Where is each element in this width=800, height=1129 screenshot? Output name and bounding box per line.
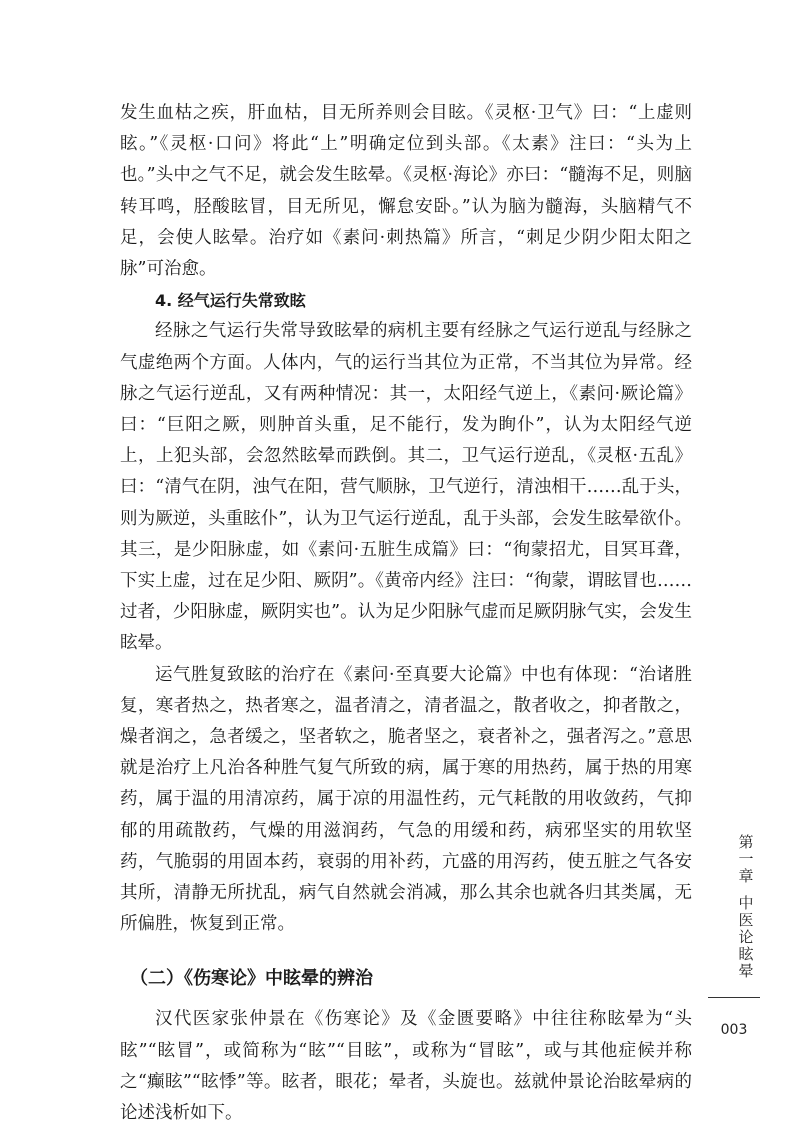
sidebar-divider — [708, 997, 760, 998]
chapter-number: 第一章 — [736, 834, 755, 885]
paragraph-4: 汉代医家张仲景在《伤寒论》及《金匮要略》中往往称眩晕为“头眩”“眩冒”，或简称为“眩”“目眩”，或称为“冒眩”，或与其他症候并称之“癫眩”“眩悸”等。眩者，眼花；晕者，头旋也。兹就仲景论治眩晕病的论述浅析如下。 — [120, 1009, 692, 1124]
paragraph-1: 发生血枯之疾，肝血枯，目无所养则会目眩。《灵枢·卫气》曰：“上虚则眩。”《灵枢·口问》将此“上”明确定位到头部。《太素》注曰：“头为上也。”头中之气不足，就会发生眩晕。《灵枢·海论》亦曰：“髓海不足，则脑转耳鸣，胫酸眩冒，目无所见，懈怠安卧。”认为脑为髓海，头脑精气不足，会使人眩晕。治疗如《素问·刺热篇》所言，“刺足少阴少阳太阳之脉”可治愈。 — [120, 103, 692, 280]
paragraph-2: 经脉之气运行失常导致眩晕的病机主要有经脉之气运行逆乱与经脉之气虚绝两个方面。人体内，气的运行当其位为正常，不当其位为异常。经脉之气运行逆乱，又有两种情况：其一，太阳经气逆上，《素问·厥论篇》曰：“巨阳之厥，则肿首头重，足不能行，发为眴仆”，认为太阳经气逆上，上犯头部，会忽然眩晕而跌倒。其二，卫气运行逆乱，《灵枢·五乱》曰：“清气在阴，浊气在阳，营气顺脉，卫气逆行，清浊相干……乱于头，则为厥逆，头重眩仆”，认为卫气运行逆乱，乱于头部，会发生眩晕欲仆。其三，是少阳脉虚，如《素问·五脏生成篇》曰：“徇蒙招尤，目冥耳聋，下实上虚，过在足少阳、厥阴”。《黄帝内经》注曰：“徇蒙，谓眩冒也……过者，少阳脉虚，厥阴实也”。认为足少阳脉气虚而足厥阴脉气实，会发生眩晕。 — [120, 321, 692, 654]
chapter-title: 中医论眩晕 — [736, 895, 755, 980]
paragraph-3: 运气胜复致眩的治疗在《素问·至真要大论篇》中也有体现：“治诸胜复，寒者热之，热者寒之，温者清之，清者温之，散者收之，抑者散之，燥者润之，急者缓之，坚者软之，脆者坚之，衰者补之，强者泻之。”意思就是治疗上凡治各种胜气复气所致的病，属于寒的用热药，属于热的用寒药，属于温的用清凉药，属于凉的用温性药，元气耗散的用收敛药，气抑郁的用疏散药，气燥的用滋润药，气急的用缓和药，病邪坚实的用软坚药，气脆弱的用固本药，衰弱的用补药，亢盛的用泻药，使五脏之气各安其所，清静无所扰乱，病气自然就会消减，那么其余也就各归其类属，无所偏胜，恢复到正常。 — [120, 664, 692, 935]
page-body — [120, 98, 692, 1129]
subheading-4: 4. 经气运行失常致眩 — [155, 291, 306, 311]
section-heading: （二）《伤寒论》中眩晕的辨治 — [130, 968, 373, 990]
page-number: 003 — [720, 1022, 748, 1038]
chapter-sidebar — [723, 834, 767, 984]
